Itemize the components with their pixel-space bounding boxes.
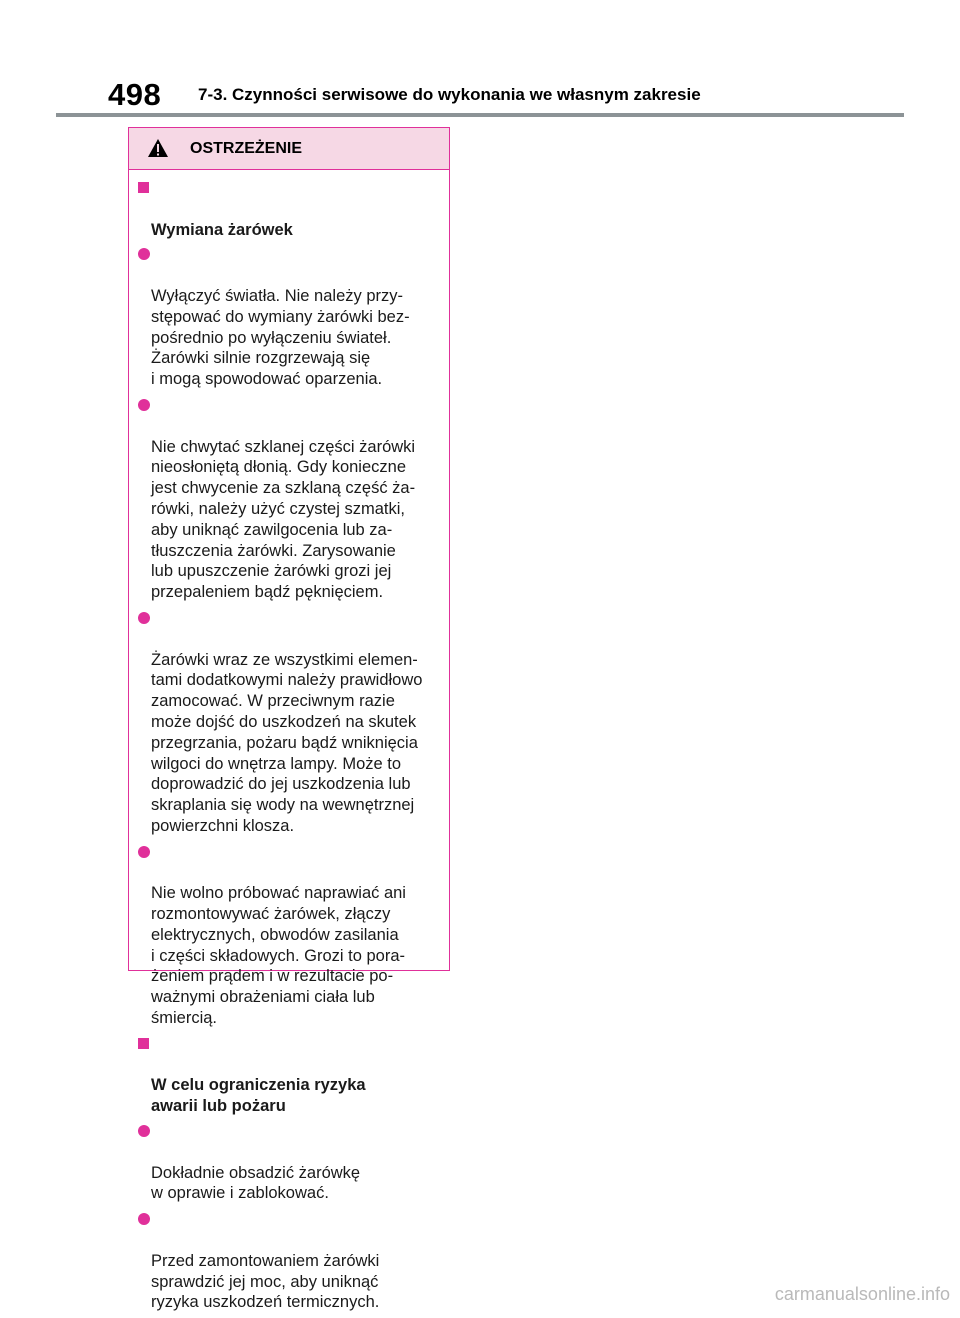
pink-square-marker: [138, 182, 149, 193]
warning-bullet-glass-handling: [137, 395, 449, 603]
warning-heading-fire-risk: [137, 1034, 449, 1117]
pink-square-marker: [138, 1038, 149, 1049]
warning-box: [128, 127, 450, 1312]
pink-dot-marker: [138, 399, 150, 411]
warning-bullet-secure-mounting: [137, 608, 449, 837]
warning-heading-bulb-replacement: [137, 178, 449, 240]
section-title: 7-3. Czynności serwisowe do wykonania we własnym zakresie: [198, 85, 701, 104]
bullet-text: Wyłączyć światła. Nie należy przy- stępować do wymiany żarówki bez- pośrednio po wyłączeniu świateł. Żarówki silnie rozgrzewają się i mogą spowodować oparzenia.: [151, 286, 410, 389]
page-number: 498: [108, 77, 162, 112]
bullet-text: Żarówki wraz ze wszystkimi elemen- tami dodatkowymi należy prawidłowo zamocować. W przeciwnym razie może dojść do uszkodzeń na skutek przegrzania, pożaru bądź wniknięcia wilgoci do wnętrza lampy. Może to doprowadzić do jej uszkodzenia lub skraplania się wody na wewnętrznej powierzchni klosza.: [151, 650, 423, 835]
warning-bullet-check-wattage: [137, 1209, 449, 1313]
header-divider: [56, 113, 904, 117]
pink-dot-marker: [138, 1213, 150, 1225]
page-header: [108, 78, 908, 118]
heading-text: W celu ograniczenia ryzyka awarii lub pożaru: [151, 1076, 366, 1116]
heading-text: Wymiana żarówek: [151, 220, 293, 239]
pink-dot-marker: [138, 846, 150, 858]
warning-bullet-no-disassembly: [137, 842, 449, 1029]
warning-title: OSTRZEŻENIE: [190, 140, 303, 157]
warning-bullet-seat-bulb: [137, 1121, 449, 1204]
warning-body: [137, 178, 449, 1318]
bullet-text: Nie wolno próbować naprawiać ani rozmontowywać żarówek, złączy elektrycznych, obwodów zasilania i części składowych. Grozi to pora- żeniem prądem i w rezultacie po- ważnymi obrażeniami ciała lub śmiercią.: [151, 884, 406, 1028]
pink-dot-marker: [138, 1125, 150, 1137]
warning-triangle-icon: [147, 138, 169, 158]
pink-dot-marker: [138, 612, 150, 624]
warning-bullet-lights-off: [137, 244, 449, 390]
pink-dot-marker: [138, 248, 150, 260]
bullet-text: Przed zamontowaniem żarówki sprawdzić jej moc, aby uniknąć ryzyka uszkodzeń termicznych.: [151, 1251, 380, 1312]
bullet-text: Nie chwytać szklanej części żarówki nieosłoniętą dłonią. Gdy konieczne jest chwycenie za szklaną część ża- rówki, należy użyć czystej szmatki, aby uniknąć zawilgocenia lub za- tłuszczenia żarówki. Zarysowanie lub upuszczenie żarówki grozi jej przepaleniem bądź pęknięciem.: [151, 437, 416, 602]
watermark: carmanualsonline.info: [774, 1284, 950, 1304]
warning-header: [129, 128, 449, 170]
bullet-text: Dokładnie obsadzić żarówkę w oprawie i zablokować.: [151, 1163, 361, 1203]
